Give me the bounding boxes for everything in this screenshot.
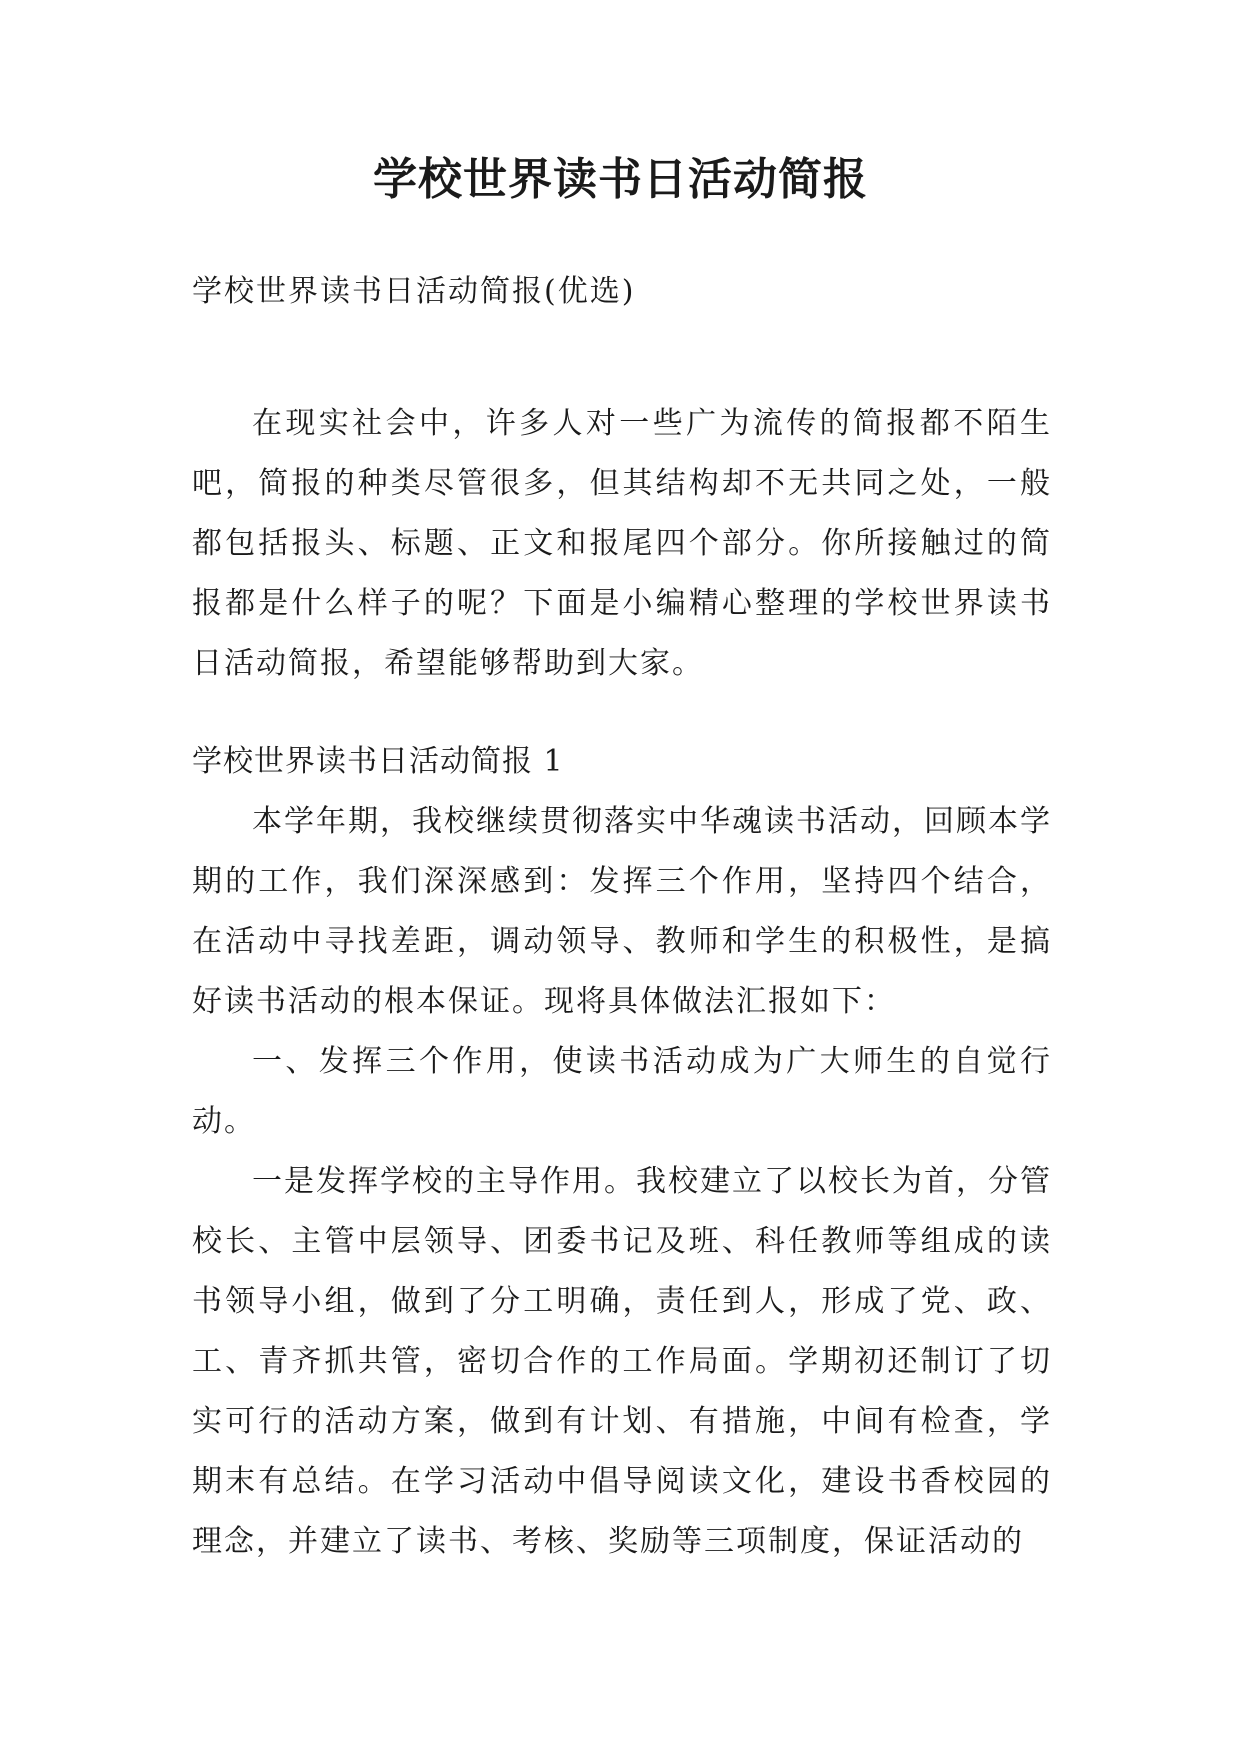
section-heading: 学校世界读书日活动简报 1 — [192, 744, 564, 779]
body-paragraph: 一、发挥三个作用，使读书活动成为广大师生的自觉行动。 — [192, 1044, 1052, 1139]
intro-paragraph: 在现实社会中，许多人对一些广为流传的简报都不陌生吧，简报的种类尽管很多，但其结构却不无共同之处，一般都包括报头、标题、正文和报尾四个部分。你所接触过的简报都是什么样子的呢？下面是小编精心整理的学校世界读书日活动简报，希望能够帮助到大家。 — [192, 406, 1052, 681]
body-paragraph: 本学年期，我校继续贯彻落实中华魂读书活动，回顾本学期的工作，我们深深感到：发挥三个作用，坚持四个结合，在活动中寻找差距，调动领导、教师和学生的积极性，是搞好读书活动的根本保证。现将具体做法汇报如下： — [192, 804, 1052, 1019]
document-body — [192, 262, 1052, 1572]
document-subtitle: 学校世界读书日活动简报(优选) — [192, 274, 636, 309]
body-paragraph: 一是发挥学校的主导作用。我校建立了以校长为首，分管校长、主管中层领导、团委书记及班、科任教师等组成的读书领导小组，做到了分工明确，责任到人，形成了党、政、工、青齐抓共管，密切合作的工作局面。学期初还制订了切实可行的活动方案，做到有计划、有措施，中间有检查，学期末有总结。在学习活动中倡导阅读文化，建设书香校园的理念，并建立了读书、考核、奖励等三项制度，保证活动的 — [192, 1164, 1052, 1559]
document-title: 学校世界读书日活动简报 — [373, 154, 868, 205]
